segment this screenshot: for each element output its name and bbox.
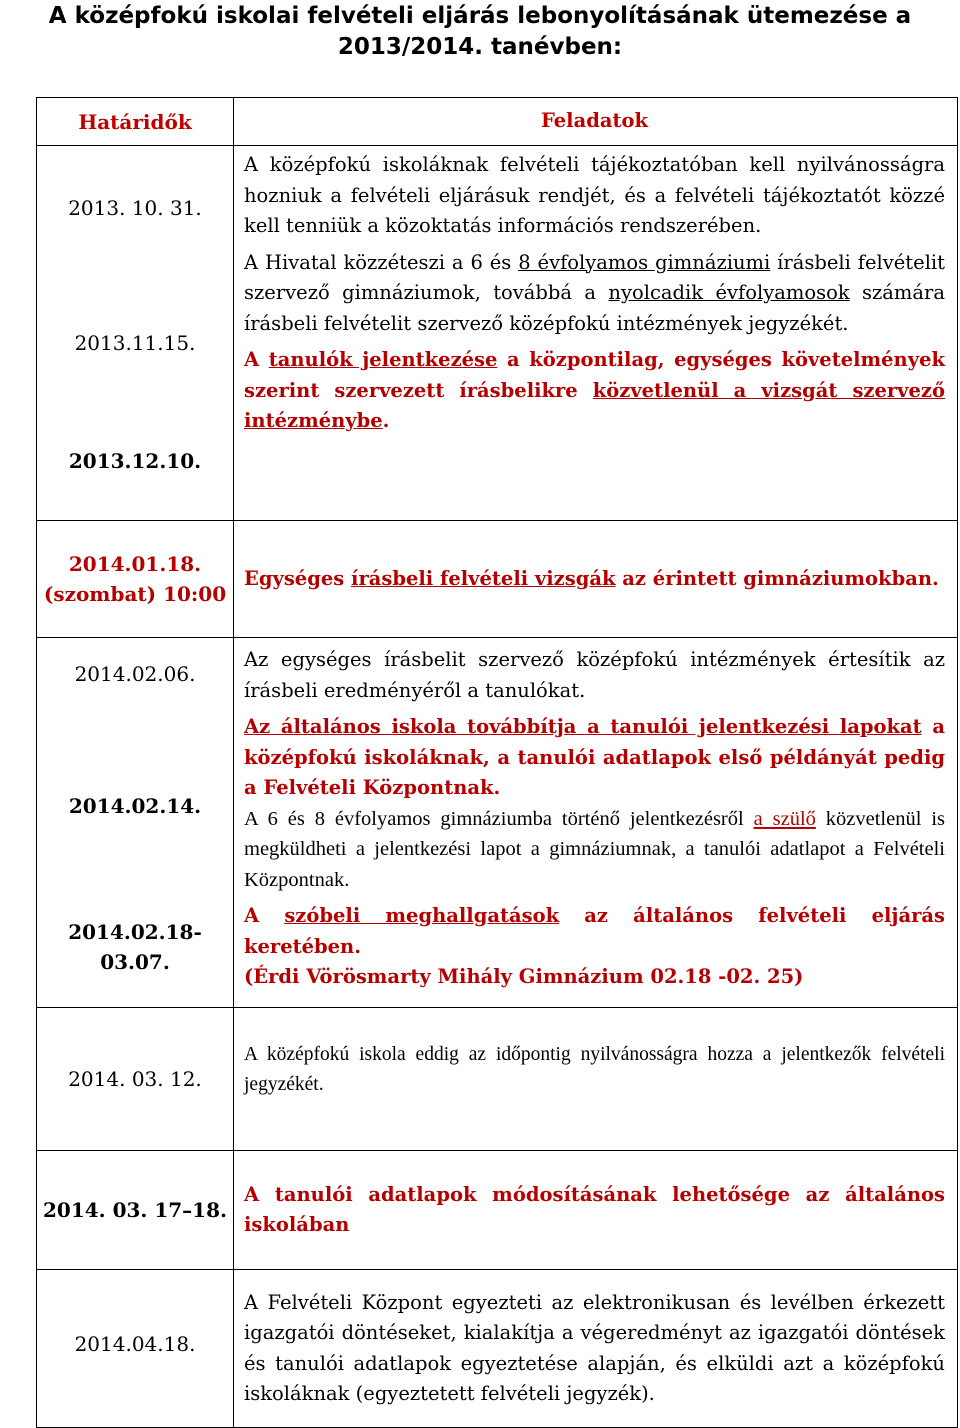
task-cell bbox=[234, 146, 958, 521]
date-2014-04-18: 2014.04.18. bbox=[74, 1332, 196, 1356]
table-row bbox=[37, 146, 958, 521]
task-info-publish: A középfokú iskoláknak felvételi tájékoztatóban kell nyilvánosságra hozniuk a felvételi eljárásuk rendjét, és a felvételi tájékoztatót közzé kell tenniük a közoktatás információs rendszerében. bbox=[244, 153, 945, 237]
table-row bbox=[37, 1008, 958, 1151]
task-written-exams: Egységes írásbeli felvételi vizsgák az érintett gimnáziumokban. bbox=[244, 566, 939, 590]
task-parent-application: A 6 és 8 évfolyamos gimnáziumba történő jelentkezésről a szülő közvetlenül is megküldheti a jelentkezési lapot a gimnáziumnak, a tanulói adatlapot a Felvételi Központnak. bbox=[244, 807, 946, 891]
task-cell bbox=[234, 1008, 958, 1151]
task-cell bbox=[234, 638, 958, 1008]
date-cell bbox=[37, 521, 234, 638]
header-dates: Határidők bbox=[37, 98, 234, 146]
task-results-notify: Az egységes írásbelit szervező középfokú intézmények értesítik az írásbeli eredményéről a tanulókat. bbox=[244, 648, 945, 702]
task-student-application: A tanulók jelentkezése a központilag, egységes követelmények szerint szervezett írásbelikre közvetlenül a vizsgát szervező intézménybe. bbox=[244, 348, 945, 432]
date-saturday-time: (szombat) 10:00 bbox=[43, 582, 227, 606]
date-2014-01-18: 2014.01.18. bbox=[68, 552, 202, 576]
date-2014-03-07: 03.07. bbox=[100, 950, 170, 974]
title-line-1: A középfokú iskolai felvételi eljárás lebonyolításának ütemezése a bbox=[48, 3, 912, 29]
date-2013-11-15: 2013.11.15. bbox=[74, 331, 196, 355]
date-2014-02-14: 2014.02.14. bbox=[68, 794, 202, 818]
task-hivatal-list: A Hivatal közzéteszi a 6 és 8 évfolyamos gimnáziumi írásbeli felvételit szervező gimnáziumok, továbbá a nyolcadik évfolyamosok számára írásbeli felvételit szervező középfokú intézmények jegyzékét. bbox=[244, 250, 945, 335]
task-cell bbox=[234, 1270, 958, 1428]
date-cell bbox=[37, 1270, 234, 1428]
table-row bbox=[37, 1151, 958, 1270]
date-cell bbox=[37, 638, 234, 1008]
schedule-table bbox=[36, 97, 958, 1428]
table-row bbox=[37, 638, 958, 1008]
date-2014-02-18: 2014.02.18- bbox=[68, 920, 202, 944]
task-oral-interviews: A szóbeli meghallgatások az általános felvételi eljárás keretében. bbox=[244, 904, 945, 958]
task-forward-application: Az általános iskola továbbítja a tanulói jelentkezési lapokat a középfokú iskoláknak, a tanulói adatlapok első példányát pedig a Felvételi Központnak. bbox=[244, 715, 945, 799]
page-title bbox=[0, 0, 960, 63]
table-header-row bbox=[37, 98, 958, 146]
title-line-2: 2013/2014. tanévben: bbox=[337, 34, 623, 60]
date-2013-10-31: 2013. 10. 31. bbox=[68, 196, 202, 220]
task-publish-list: A középfokú iskola eddig az időpontig nyilvánosságra hozza a jelentkezők felvételi jegyzékét. bbox=[244, 1043, 945, 1095]
date-2014-03-17-18: 2014. 03. 17–18. bbox=[43, 1198, 227, 1222]
date-cell bbox=[37, 1008, 234, 1151]
date-cell bbox=[37, 146, 234, 521]
header-tasks: Feladatok bbox=[234, 98, 958, 146]
table-row bbox=[37, 1270, 958, 1428]
date-2014-02-06: 2014.02.06. bbox=[74, 662, 196, 686]
date-cell bbox=[37, 1151, 234, 1270]
date-2013-12-10: 2013.12.10. bbox=[68, 449, 202, 473]
task-cell bbox=[234, 521, 958, 638]
task-final-list: A Felvételi Központ egyezteti az elektronikusan és levélben érkezett igazgatói döntéseket, kialakítja a végeredményt az igazgatói döntések és tanulói adatlapok egyeztetése alapján, és elküldi azt a középfokú iskoláknak (egyeztetett felvételi jegyzék). bbox=[244, 1290, 945, 1405]
task-cell bbox=[234, 1151, 958, 1270]
task-modify-datasheet: A tanulói adatlapok módosításának lehetősége az általános iskolában bbox=[244, 1182, 945, 1236]
date-2014-03-12: 2014. 03. 12. bbox=[68, 1067, 202, 1091]
task-oral-location: (Érdi Vörösmarty Mihály Gimnázium 02.18 -02. 25) bbox=[244, 965, 804, 988]
table-row bbox=[37, 521, 958, 638]
